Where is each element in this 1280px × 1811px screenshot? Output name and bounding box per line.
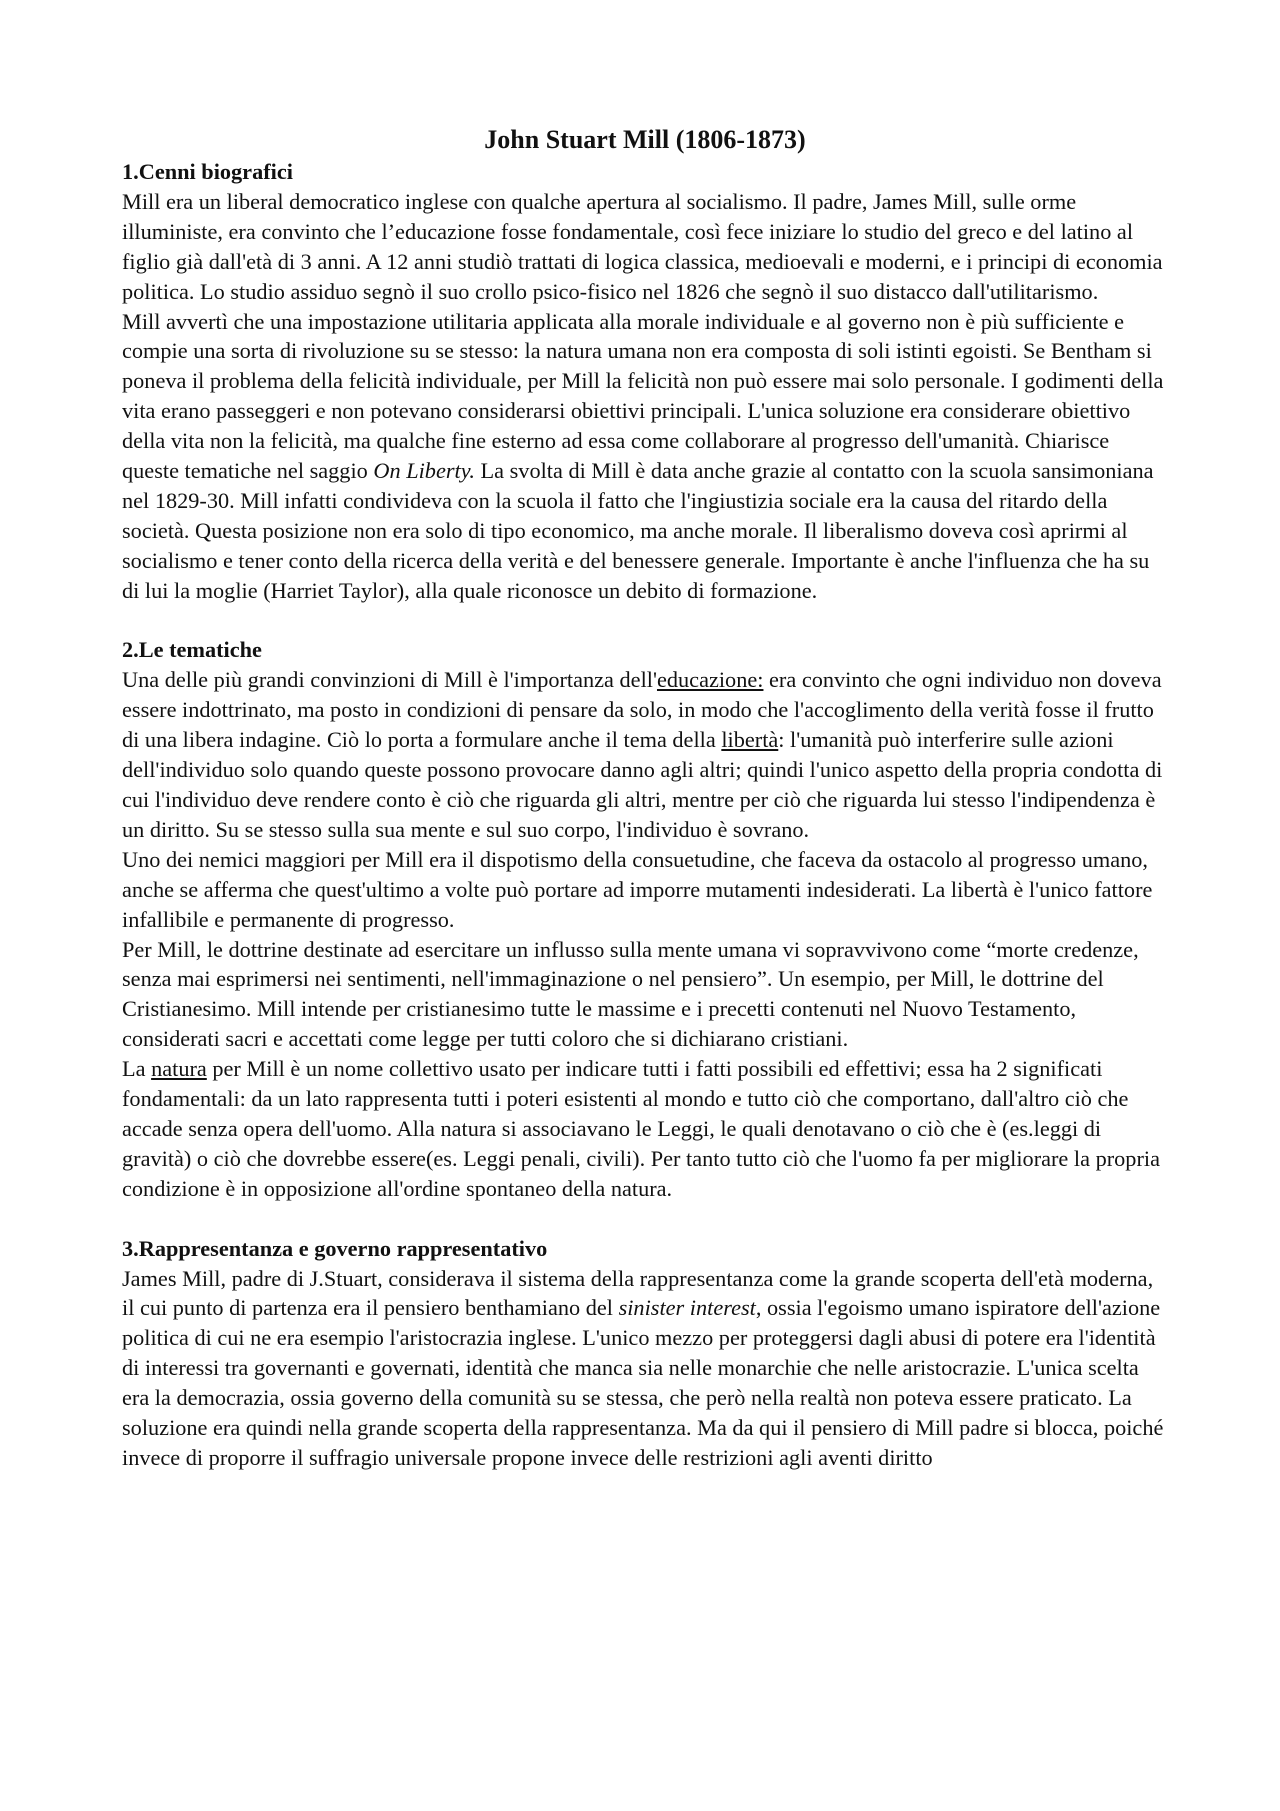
underlined-term-liberta: libertà bbox=[721, 727, 779, 753]
document-page bbox=[122, 124, 1168, 1473]
section-rappresentanza bbox=[122, 1234, 1168, 1473]
paragraph: Mill era un liberal democratico inglese con qualche apertura al socialismo. Il padre, James Mill, sulle orme illuministe, era convinto che l’educazione fosse fondamentale, così fece iniziare lo studio del greco e del latino al figlio già dall'età di 3 anni. A 12 anni studiò trattati di logica classica, medioevali e moderni, e i principi di economia politica. Lo studio assiduo segnò il suo crollo psico-fisico nel 1826 che segnò il suo distacco dall'utilitarismo. bbox=[122, 188, 1163, 304]
italic-title: On Liberty. bbox=[373, 458, 475, 484]
text-run: Una delle più grandi convinzioni di Mill è l'importanza dell' bbox=[122, 667, 657, 693]
text-run: , ossia l'egoismo umano ispiratore dell'azione politica di cui ne era esempio l'aristocrazia inglese. L'unico mezzo per proteggersi dagli abusi di potere era l'identità di interessi tra governanti e governati, identità che manca sia nelle monarchie che nelle aristocrazie. L'unica scelta era la democrazia, ossia governo della comunità su se stessa, che però nella realtà non poteva essere praticato. La soluzione era quindi nella grande scoperta della rappresentanza. Ma da qui il pensiero di Mill padre si blocca, poiché invece di proporre il suffragio universale propone invece delle restrizioni agli aventi diritto bbox=[122, 1295, 1164, 1470]
underlined-term-natura: natura bbox=[151, 1056, 207, 1082]
section-heading: 2.Le tematiche bbox=[122, 637, 262, 663]
text-run: Mill avvertì che una impostazione utilitaria applicata alla morale individuale e al governo non è più sufficiente e compie una sorta di rivoluzione su se stesso: la natura umana non era composta di soli istinti egoisti. Se Bentham si poneva il problema della felicità individuale, per Mill la felicità non può essere mai solo personale. I godimenti della vita erano passeggeri e non potevano considerarsi obiettivi principali. L'unica soluzione era considerare obiettivo della vita non la felicità, ma qualche fine esterno ad essa come collaborare al progresso dell'umanità. Chiarisce queste tematiche nel saggio bbox=[122, 308, 1164, 484]
italic-term: sinister interest bbox=[618, 1295, 756, 1321]
underlined-term-educazione: educazione: bbox=[656, 667, 764, 693]
paragraph-gap bbox=[122, 1204, 1168, 1234]
text-run: La bbox=[122, 1056, 152, 1082]
paragraph: Per Mill, le dottrine destinate ad esercitare un influsso sulla mente umana vi sopravvivono come “morte credenze, senza mai esprimersi nei sentimenti, nell'immaginazione o nel pensiero”. Un esempio, per Mill, le dottrine del Cristianesimo. Mill intende per cristianesimo tutte le massime e i precetti contenuti nel Nuovo Testamento, considerati sacri e accettati come legge per tutti coloro che si dichiarano cristiani. bbox=[122, 936, 1139, 1052]
text-run: per Mill è un nome collettivo usato per indicare tutti i fatti possibili ed effettivi; essa ha 2 significati fondamentali: da un lato rappresenta tutti i poteri esistenti al mondo e tutto ciò che comportano, dall'altro ciò che accade senza opera dell'uomo. Alla natura si associavano le Leggi, le quali denotavano o ciò che è (es.leggi di gravità) o ciò che dovrebbe essere(es. Leggi penali, civili). Per tanto tutto ciò che l'uomo fa per migliorare la propria condizione è in opposizione all'ordine spontaneo della natura. bbox=[122, 1056, 1160, 1201]
section-cenni-biografici bbox=[122, 157, 1168, 606]
text-run: era convinto che ogni individuo non doveva essere indottrinato, ma posto in condizioni di pensare da solo, in modo che l'accoglimento della verità fosse il frutto di una libera indagine. Ciò lo porta a formulare anche il tema della bbox=[122, 667, 1162, 753]
paragraph bbox=[122, 1054, 1168, 1204]
text-run: : l'umanità può interferire sulle azioni dell'individuo solo quando queste possono provocare danno agli altri; quindi l'unico aspetto della propria condotta di cui l'individuo deve rendere conto è ciò che riguarda gli altri, mentre per ciò che riguarda lui stesso l'indipendenza è un diritto. Su se stesso sulla sua mente e sul suo corpo, l'individuo è sovrano. bbox=[122, 727, 1163, 842]
paragraph bbox=[122, 307, 1168, 606]
text-run: La svolta di Mill è data anche grazie al contatto con la scuola sansimoniana nel 1829-30. Mill infatti condivideva con la scuola il fatto che l'ingiustizia sociale era la causa del ritardo della società. Questa posizione non era solo di tipo economico, ma anche morale. Il liberalismo doveva così aprirmi al socialismo e tener conto della ricerca della verità e del benessere generale. Importante è anche l'influenza che ha su di lui la moglie (Harriet Taylor), alla quale riconosce un debito di formazione. bbox=[122, 458, 1154, 603]
section-heading: 3.Rappresentanza e governo rappresentativo bbox=[122, 1235, 548, 1261]
paragraph bbox=[122, 665, 1168, 844]
paragraph: Uno dei nemici maggiori per Mill era il dispotismo della consuetudine, che faceva da ostacolo al progresso umano, anche se afferma che quest'ultimo a volte può portare ad imporre mutamenti indesiderati. La libertà è l'unico fattore infallibile e permanente di progresso. bbox=[122, 846, 1153, 932]
document-title: John Stuart Mill (1806-1873) bbox=[484, 125, 806, 154]
section-le-tematiche bbox=[122, 635, 1168, 1203]
text-run: James Mill, padre di J.Stuart, considerava il sistema della rappresentanza come la grande scoperta dell'età moderna, il cui punto di partenza era il pensiero benthamiano del bbox=[122, 1265, 1154, 1321]
paragraph-gap bbox=[122, 606, 1168, 636]
paragraph bbox=[122, 1264, 1168, 1473]
section-heading: 1.Cenni biografici bbox=[122, 159, 293, 184]
